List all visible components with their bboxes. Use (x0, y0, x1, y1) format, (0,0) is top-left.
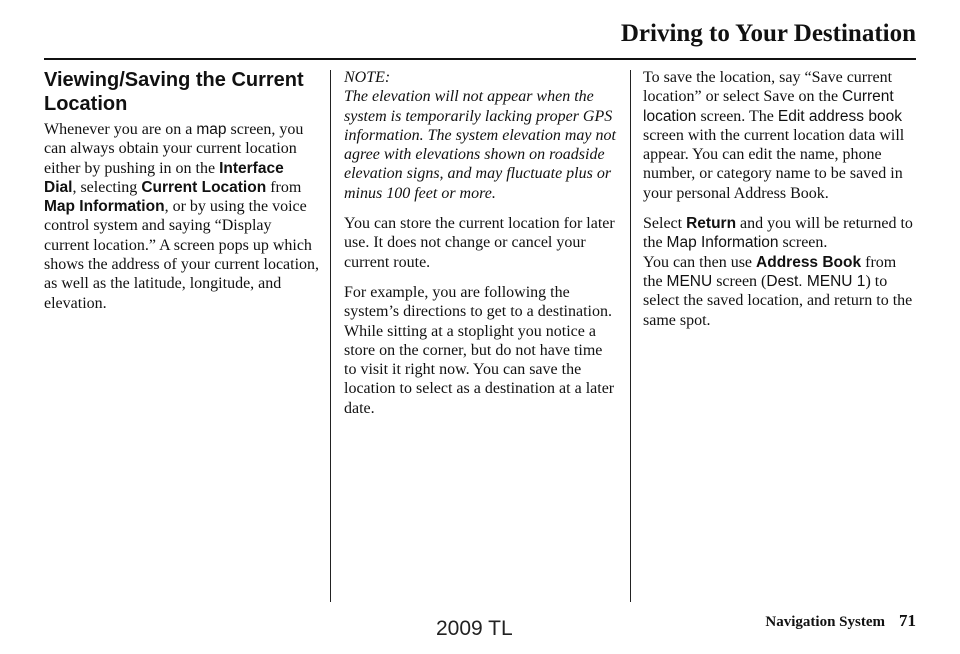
page-header-title: Driving to Your Destination (620, 20, 916, 47)
ui-term-current-location-screen: Current location (643, 88, 894, 125)
store-location-paragraph: You can store the current location for later use. It does not change or cancel your current route. (344, 215, 615, 271)
return-paragraph (643, 214, 919, 253)
text-run: from the (643, 253, 897, 290)
save-location-paragraph (643, 68, 919, 203)
page-footer (765, 611, 916, 631)
column-1 (44, 68, 320, 313)
section-heading: Viewing/Saving the Current Location (44, 69, 304, 115)
text-run: screen ( (712, 272, 767, 290)
text-run: screen. The (696, 107, 778, 125)
text-run: You can then use (643, 253, 757, 271)
text-run: , selecting (72, 178, 142, 196)
text-run: from (266, 178, 302, 196)
address-book-paragraph (643, 253, 919, 330)
text-run: screen. (778, 234, 828, 252)
text-run: screen with the current location data will appear. You can edit the name, phone number, or category name to be saved in your personal Address Book. (643, 126, 905, 202)
ui-term-current-location: Current Location (141, 178, 267, 196)
note-block (344, 68, 618, 203)
ui-term-map-information: Map Information (44, 198, 165, 216)
ui-term-edit-address-book: Edit address book (777, 107, 902, 125)
note-text: The elevation will not appear when the system is temporarily lacking proper GPS information. The system elevation may not agree with elevations shown on roadside elevation signs, and may fluctuate plus or minus 100 feet or more. (344, 88, 616, 202)
ui-term-interface-dial: Interface Dial (44, 159, 284, 196)
ui-term-menu: MENU (666, 272, 713, 290)
column-2 (344, 68, 618, 418)
ui-term-map: map (196, 121, 227, 138)
text-run: ) to select the saved location, and return to the same spot. (643, 272, 913, 329)
ui-term-dest-menu-1: Dest. MENU 1 (766, 272, 866, 290)
footer-label: Navigation System (765, 614, 885, 630)
model-watermark: 2009 TL (436, 617, 513, 640)
text-run: Select (643, 215, 687, 233)
column-divider-1 (330, 70, 331, 602)
text-run: screen, you can always obtain your current location either by pushing in on the (44, 121, 304, 177)
column-3 (643, 68, 919, 330)
intro-paragraph (44, 120, 320, 313)
example-paragraph: For example, you are following the system’s directions to get to a destination. While sitting at a stoplight you notice a store on the corner, but do not have time to visit it right now. You can save the location to select as a destination at a later date. (344, 283, 615, 417)
ui-term-return: Return (686, 215, 737, 233)
ui-term-map-information-screen: Map Information (666, 234, 779, 252)
column-divider-2 (630, 70, 631, 602)
ui-term-address-book: Address Book (756, 253, 862, 271)
header-divider (44, 58, 916, 60)
text-run: , or by using the voice control system and saying “Display current location.” A screen pops up which shows the address of your current location, as well as the latitude, longitude, and elevation. (44, 198, 320, 312)
page-number: 71 (899, 611, 916, 630)
text-run: Whenever you are on a (44, 121, 197, 138)
text-run: and you will be returned to the (643, 215, 913, 252)
note-label: NOTE: (344, 69, 391, 86)
text-run: To save the location, say “Save current location” or select Save on the (643, 69, 893, 106)
